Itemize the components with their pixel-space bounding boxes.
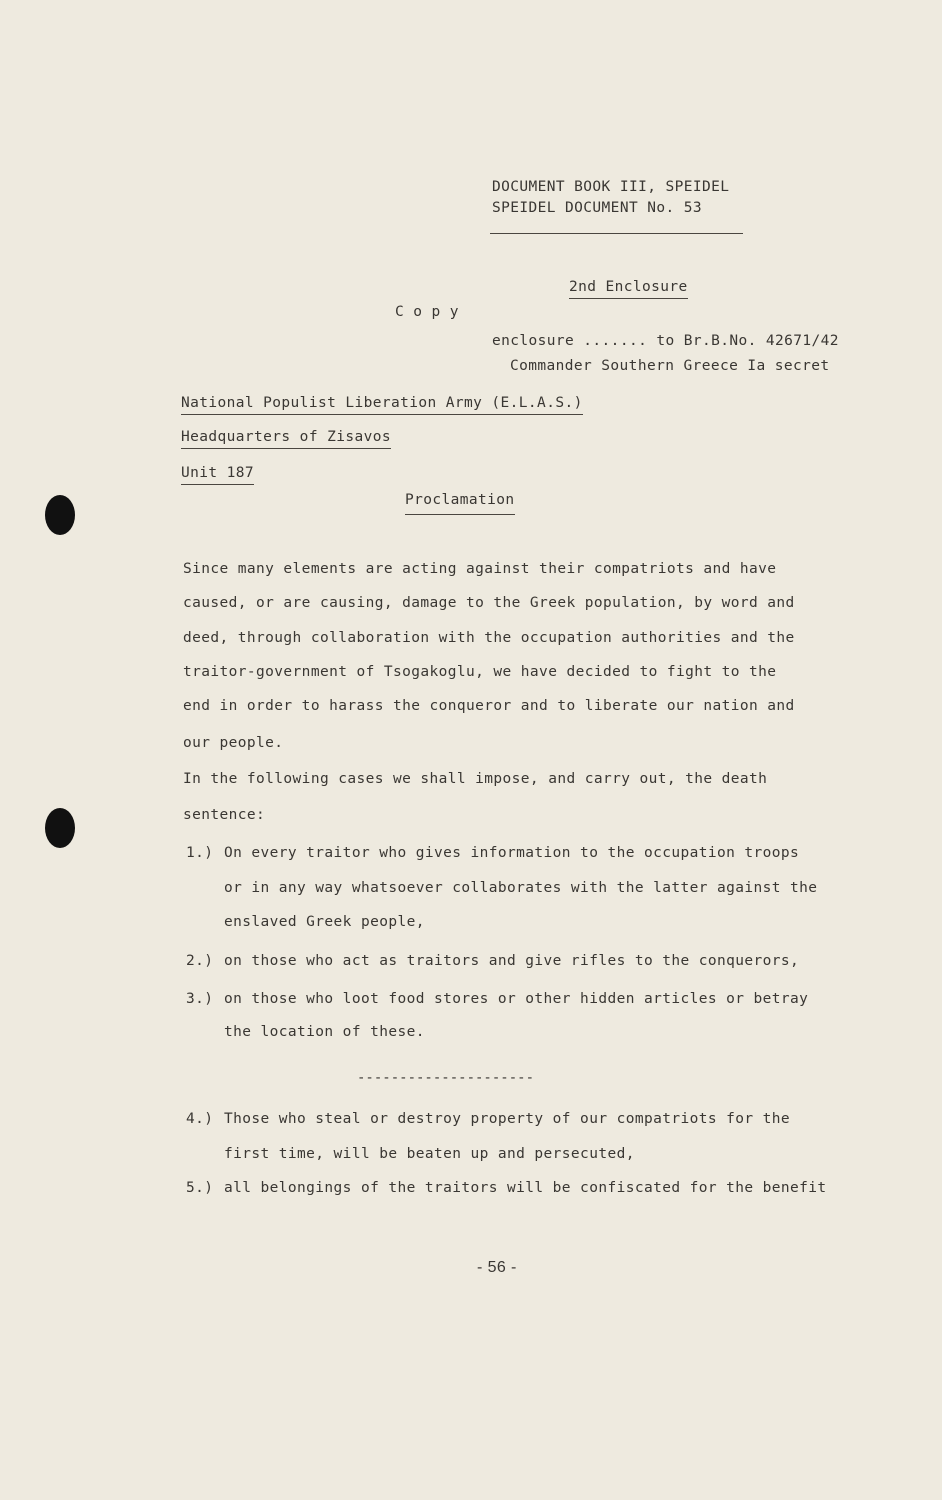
copy-label: C o p y xyxy=(395,304,459,320)
header-line-1: DOCUMENT BOOK III, SPEIDEL xyxy=(492,179,730,195)
list-number: 5.) xyxy=(186,1180,214,1196)
intro-line: traitor-government of Tsogakoglu, we have decided to fight to the xyxy=(183,664,777,680)
intro-line: deed, through collaboration with the occupation authorities and the xyxy=(183,630,795,646)
list-item-line: on those who act as traitors and give rifles to the conquerors, xyxy=(224,953,800,969)
list-item-line: enslaved Greek people, xyxy=(224,914,425,930)
page-number: - 56 - xyxy=(477,1259,517,1276)
list-number: 2.) xyxy=(186,953,214,969)
sender-line-3: Unit 187 xyxy=(181,465,254,485)
sender-line-1: National Populist Liberation Army (E.L.A.S.) xyxy=(181,395,583,415)
list-number: 1.) xyxy=(186,845,214,861)
reference-line-1: enclosure ....... to Br.B.No. 42671/42 xyxy=(492,333,839,349)
list-item-line: On every traitor who gives information to the occupation troops xyxy=(224,845,800,861)
section-separator: --------------------- xyxy=(357,1070,535,1086)
list-number: 3.) xyxy=(186,991,214,1007)
list-item-line: Those who steal or destroy property of our compatriots for the xyxy=(224,1111,791,1127)
header-line-2: SPEIDEL DOCUMENT No. 53 xyxy=(492,200,702,216)
list-item-line: all belongings of the traitors will be confiscated for the benefit xyxy=(224,1180,827,1196)
reference-line-2: Commander Southern Greece Ia secret xyxy=(510,358,830,374)
intro-line: end in order to harass the conqueror and to liberate our nation and xyxy=(183,698,795,714)
list-item-line: on those who loot food stores or other hidden articles or betray xyxy=(224,991,809,1007)
intro-line: our people. xyxy=(183,735,284,751)
punch-hole-top xyxy=(45,495,75,535)
header-rule xyxy=(490,233,743,234)
cases-line: sentence: xyxy=(183,807,266,823)
list-item-line: the location of these. xyxy=(224,1024,425,1040)
intro-line: caused, or are causing, damage to the Greek population, by word and xyxy=(183,595,795,611)
proclamation-title: Proclamation xyxy=(405,492,515,515)
intro-line: Since many elements are acting against their compatriots and have xyxy=(183,561,777,577)
cases-line: In the following cases we shall impose, and carry out, the death xyxy=(183,771,768,787)
punch-hole-bottom xyxy=(45,808,75,848)
enclosure-label: 2nd Enclosure xyxy=(569,279,688,299)
sender-line-2: Headquarters of Zisavos xyxy=(181,429,391,449)
list-number: 4.) xyxy=(186,1111,214,1127)
list-item-line: or in any way whatsoever collaborates with the latter against the xyxy=(224,880,818,896)
list-item-line: first time, will be beaten up and persecuted, xyxy=(224,1146,635,1162)
